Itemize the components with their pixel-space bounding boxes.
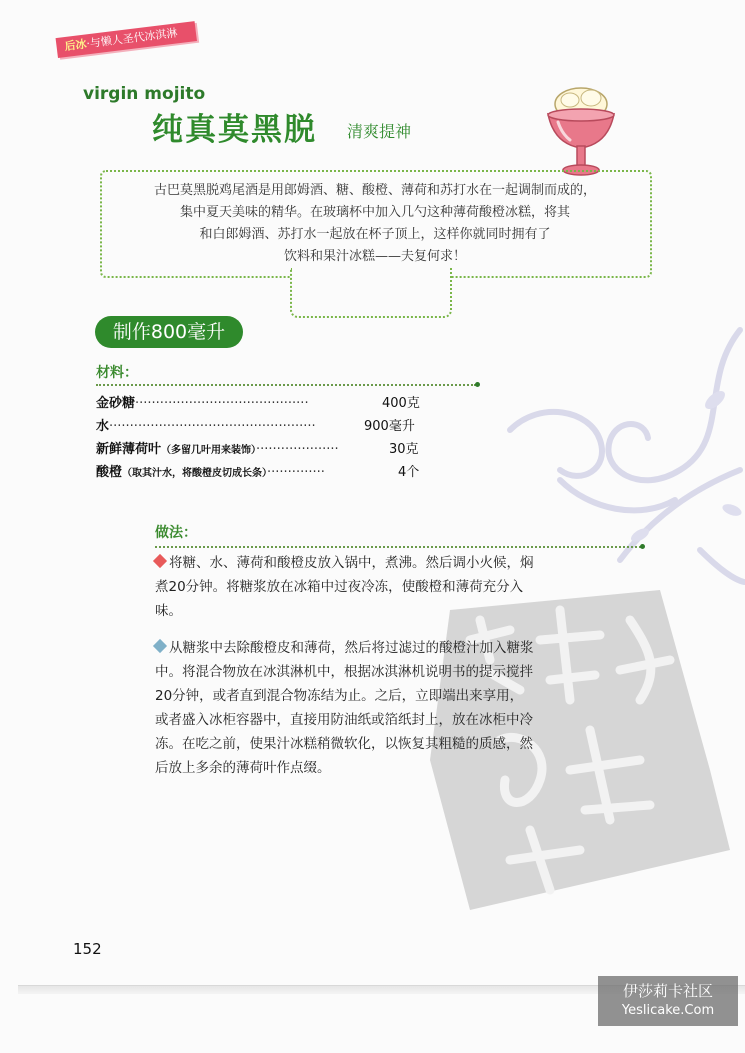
diamond-bullet-icon [153,639,167,653]
watermark-url: Yeslicake.Com [621,1003,715,1018]
ingredient-note: （多留几叶用来装饰） [161,445,257,456]
ingredient-qty: 30克 [389,442,419,457]
step-line [155,636,595,660]
ingredient-leader: ···················· [256,442,339,457]
ingredient-name: 新鲜薄荷叶 [96,442,162,457]
ingredient-name: 水 [96,419,110,434]
ingredient-row [96,438,419,457]
ingredient-row [96,415,415,434]
step-line: 煮20分钟。将糖浆放在冰箱中过夜冷冻，使酸橙和薄荷充分入 [155,579,524,595]
step-line: 或者盛入冰柜容器中，直接用防油纸或箔纸封上，放在冰柜中冷 [155,712,533,728]
intro-line: 饮料和果汁冰糕——夫复何求！ [283,249,466,264]
intro-line: 古巴莫黑脱鸡尾酒是用郎姆酒、糖、酸橙、薄荷和苏打水在一起调制而成的， [153,183,596,198]
step-line: 冻。在吃之前，使果汁冰糕稍微软化，以恢复其粗糙的质感，然 [155,736,533,752]
method-divider [155,546,641,548]
ingredient-qty: 900毫升 [364,419,415,434]
intro-line: 和白郎姆酒、苏打水一起放在杯子顶上，这样你就同时拥有了 [199,227,551,242]
ingredient-row [96,461,420,480]
ingredient-qty: 4个 [398,465,420,480]
yield-badge: 制作800毫升 [95,316,243,348]
step-line: 中。将混合物放在冰淇淋机中，根据冰淇淋机说明书的提示搅拌 [155,664,533,680]
intro-frame-tab [290,268,452,318]
ingredient-leader: ·················································· [109,419,316,434]
watermark-line: 伊莎莉卡社区 [622,982,713,1000]
ingredient-name: 金砂糖 [96,396,136,411]
sorbet-cup-illustration [536,82,626,182]
ribbon-label: ·与懒人圣代冰淇淋 [85,26,179,51]
page-subtitle: 清爽提神 [347,122,412,141]
ingredient-leader: ·········································· [135,396,309,411]
category-ribbon [56,21,197,58]
ingredient-qty: 400克 [382,396,420,411]
ribbon-bold-label: 后冰 [63,37,88,54]
english-title: virgin mojito [83,84,206,104]
step-line: 20分钟，或者直到混合物冻结为止。之后，立即端出来享用， [155,688,524,704]
step-text: 从糖浆中去除酸橙皮和薄荷，然后将过滤过的酸橙汁加入糖浆 [169,640,534,656]
diamond-bullet-icon [153,554,167,568]
method-heading: 做法： [155,525,197,541]
ingredients-heading: 材料： [96,365,138,381]
ingredient-name: 酸橙 [96,465,123,480]
method-step [155,551,595,623]
method-step [155,636,595,780]
ingredient-row [96,392,420,411]
intro-text [110,180,640,268]
step-line [155,551,595,575]
step-line: 味。 [155,603,182,619]
step-text: 将糖、水、薄荷和酸橙皮放入锅中，煮沸。然后调小火候，焖 [169,555,534,571]
step-line: 后放上多余的薄荷叶作点缀。 [155,760,331,776]
intro-line: 集中夏天美味的精华。在玻璃杯中加入几勺这种薄荷酸橙冰糕，将其 [179,205,570,220]
ingredient-note: （取其汁水，将酸橙皮切成长条） [122,468,268,479]
page-title: 纯真莫黑脱 [152,112,317,148]
site-watermark [598,976,738,1026]
ingredients-divider [96,384,476,386]
ingredient-leader: ·············· [267,465,325,480]
page-number: 152 [73,940,102,958]
